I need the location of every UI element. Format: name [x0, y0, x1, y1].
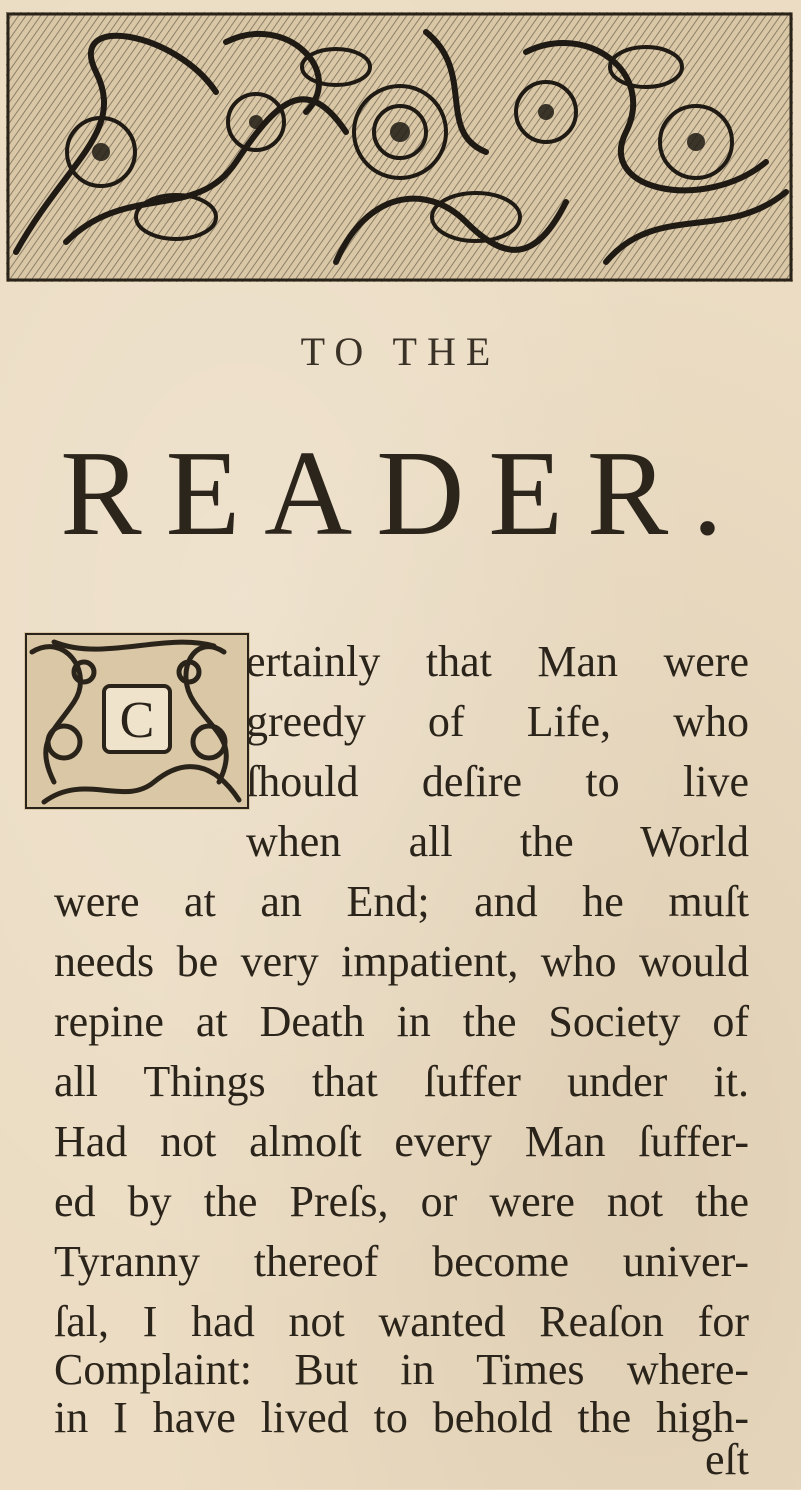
body-line-11: Tyranny thereof become univer- — [54, 1237, 749, 1286]
initial-letter: C — [119, 692, 155, 749]
decorated-initial — [24, 632, 250, 810]
body-line-9: Had not almoſt every Man ſuffer- — [54, 1117, 749, 1166]
heading-reader: READER. — [60, 426, 747, 561]
body-line-12: ſal, I had not wanted Reaſon for — [54, 1297, 749, 1346]
ornamental-headpiece — [6, 12, 793, 282]
body-line-4: when all the World — [246, 817, 749, 866]
body-line-7: repine at Death in the Society of — [54, 997, 749, 1046]
body-line-14: in I have lived to behold the high- — [54, 1393, 749, 1442]
body-line-10: ed by the Preſs, or were not the — [54, 1177, 749, 1226]
catchword: eſt — [705, 1435, 749, 1484]
body-line-1: ertainly that Man were — [246, 637, 749, 686]
heading-to-the: TO THE — [300, 329, 501, 374]
body-line-2: greedy of Life, who — [246, 697, 749, 746]
body-line-5: were at an End; and he muſt — [54, 877, 749, 926]
body-line-13: Complaint: But in Times where- — [54, 1345, 749, 1394]
body-line-8: all Things that ſuffer under it. — [54, 1057, 749, 1106]
body-line-3: ſhould deſire to live — [246, 757, 749, 806]
body-line-6: needs be very impatient, who would — [54, 937, 749, 986]
